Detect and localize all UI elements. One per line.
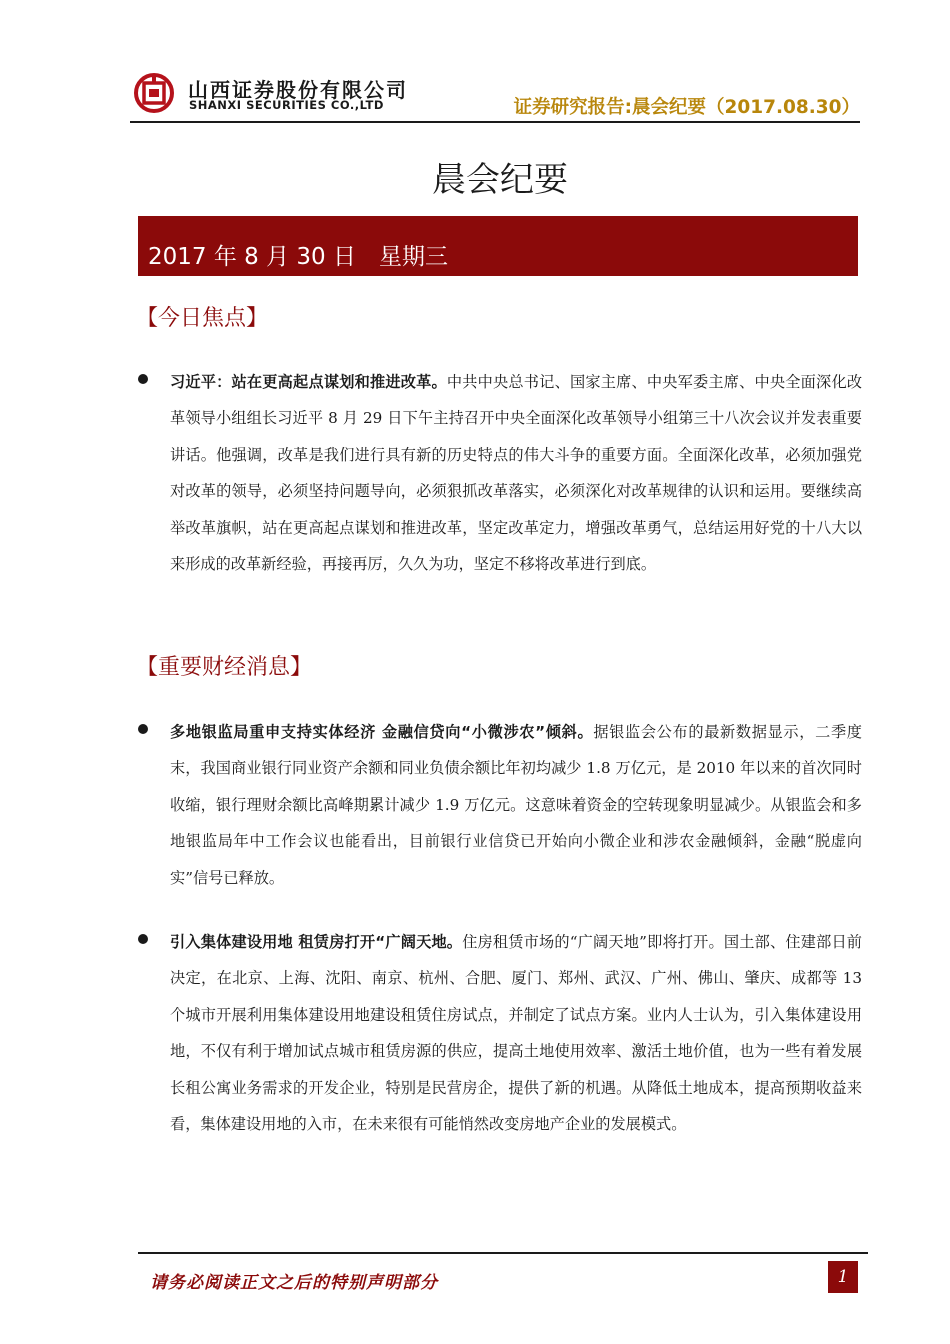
header-divider [130,121,860,123]
list-item-lead: 引入集体建设用地 租赁房打开“广阔天地。 [170,933,463,951]
list-item-body: 中共中央总书记、国家主席、中央军委主席、中央全面深化改革领导小组组长习近平 8 月 29 日下午主持召开中央全面深化改革领导小组第三十八次会议并发表重要讲话。他强调，改革是我们进行具有新的历史特点的伟大斗争的重要方面。全面深化改革，必须加强党对改革的领导，必须坚持问题导向，必须狠抓改革落实，必须深化对改革规律的认识和运用。要继续高举改革旗帜，站在更高起点谋划和推进改革，坚定改革定力，增强改革勇气，总结运用好党的十八大以来形成的改革新经验，再接再厉，久久为功，坚定不移将改革进行到底。 [170,373,863,574]
list-item-body: 住房租赁市场的“广阔天地”即将打开。国土部、住建部日前决定，在北京、上海、沈阳、南京、杭州、合肥、厦门、郑州、武汉、广州、佛山、肇庆、成都等 13 个城市开展利用集体建设用地建设租赁住房试点，并制定了试点方案。业内人士认为，引入集体建设用地，不仅有利于增加试点城市租赁房源的供应，提高土地使用效率、激活土地价值，也为一些有着发展长租公寓业务需求的开发企业，特别是民营房企，提供了新的机遇。从降低土地成本，提高预期收益来看，集体建设用地的入市，在未来很有可能悄然改变房地产企业的发展模式。 [170,933,862,1134]
page-header [0,0,950,130]
company-name-en: SHANXI SECURITIES CO.,LTD [189,98,384,112]
list-item-text [170,364,862,582]
bullet-icon [138,374,148,384]
list-item-body: 据银监会公布的最新数据显示，二季度末，我国商业银行同业资产余额和同业负债余额比年初均减少 1.8 万亿元，是 2010 年以来的首次同时收缩，银行理财余额比高峰期累计减少 1.9 万亿元。这意味着资金的空转现象明显减少。从银监会和多地银监局年中工作会议也能看出，目前银行业信贷已开始向小微企业和涉农金融倾斜，金融“脱虚向实”信号已释放。 [170,723,862,887]
page-number: 1 [828,1261,858,1293]
list-item-text [170,714,862,896]
list-item-lead: 习近平：站在更高起点谋划和推进改革。 [170,373,447,391]
section-heading-focus: 【今日焦点】 [136,306,269,331]
list-item-lead: 多地银监局重申支持实体经济 金融信贷向“小微涉农”倾斜。 [170,723,594,741]
footer-divider [138,1252,868,1254]
bullet-icon [138,934,148,944]
shanxi-securities-logo-icon [134,72,174,114]
list-item [138,924,862,1142]
list-item-text [170,924,862,1142]
bullet-icon [138,724,148,734]
date-banner-text: 2017 年 8 月 30 日 星期三 [148,244,448,270]
document-title: 晨会纪要 [432,160,568,200]
disclaimer-note: 请务必阅读正文之后的特别声明部分 [150,1273,438,1293]
date-banner [138,216,858,276]
list-item [138,714,862,896]
company-name-cn: 山西证券股份有限公司 [188,78,408,102]
section-heading-finance-news: 【重要财经消息】 [136,655,313,680]
list-item [138,364,862,582]
report-title: 证券研究报告:晨会纪要（2017.08.30） [513,97,860,118]
